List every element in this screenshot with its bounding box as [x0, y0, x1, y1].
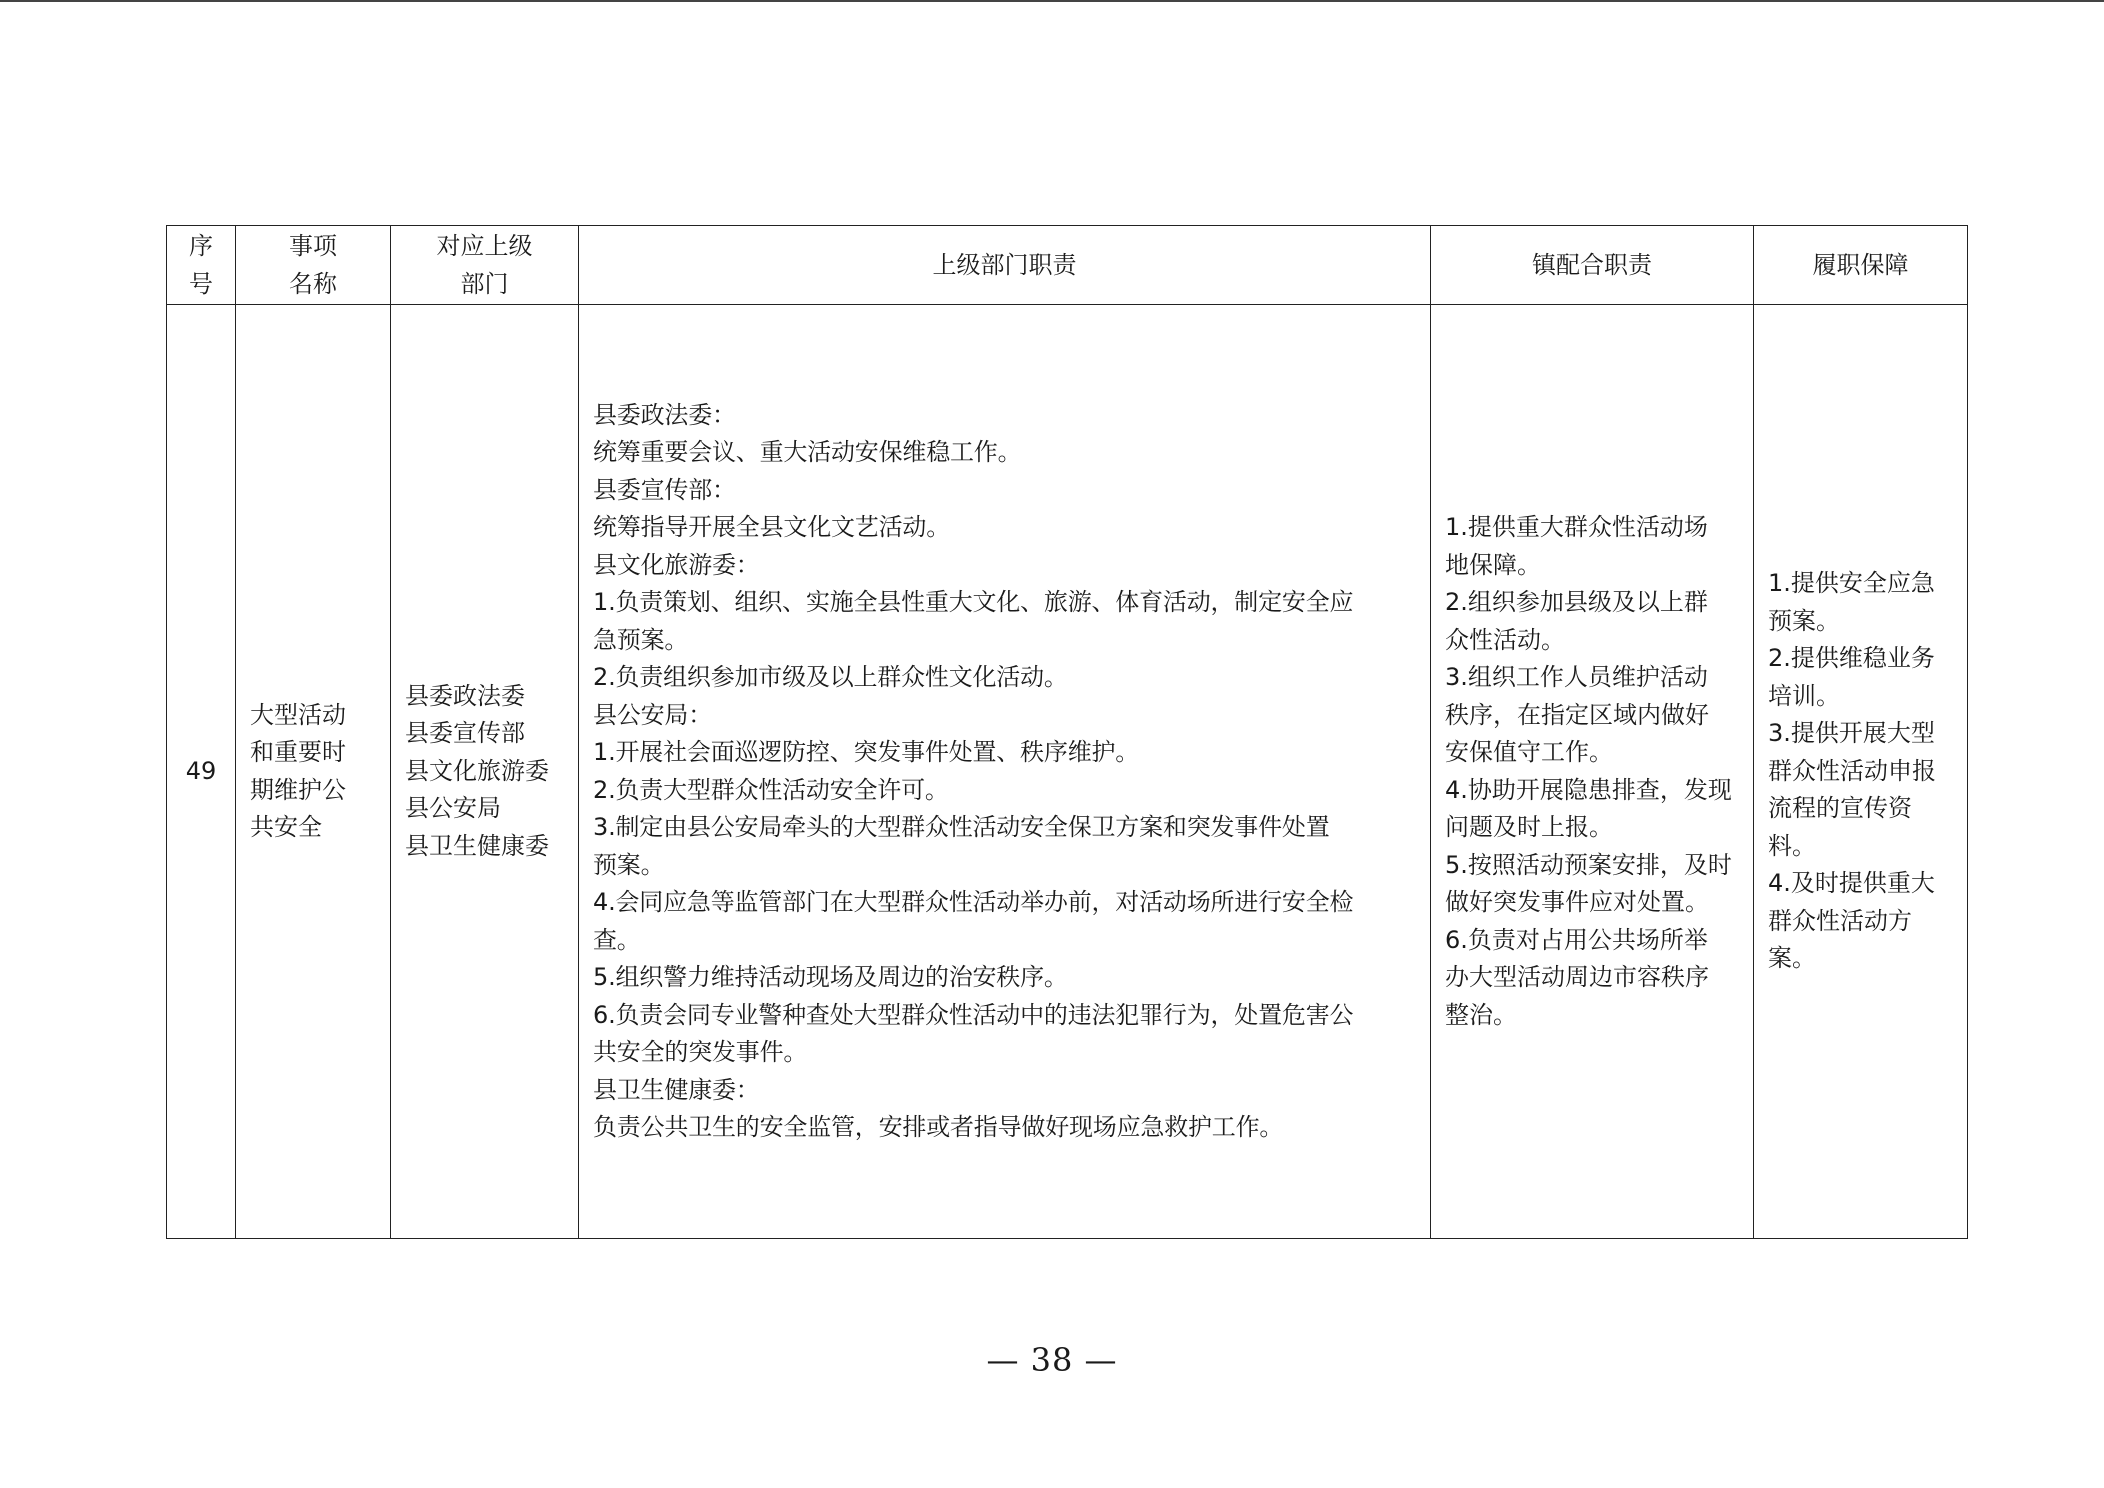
guarantee-line: 4.及时提供重大 [1768, 869, 1935, 898]
superior-duty-line: 县委宣传部： [593, 475, 736, 504]
header-item-name: 事项 名称 [236, 226, 391, 305]
superior-duty-line: 6.负责会同专业警种查处大型群众性活动中的违法犯罪行为，处置危害公 [593, 1000, 1354, 1029]
guarantee-line: 2.提供维稳业务 [1768, 644, 1935, 673]
town-duty-line: 问题及时上报。 [1445, 813, 1613, 841]
row-superior-departments [391, 305, 579, 1239]
superior-duty-line: 负责公共卫生的安全监管，安排或者指导做好现场应急救护工作。 [593, 1113, 1284, 1141]
guarantee-line: 料。 [1768, 831, 1816, 860]
superior-duty-line: 统筹指导开展全县文化文艺活动。 [593, 513, 950, 541]
header-superior-duties: 上级部门职责 [579, 226, 1431, 305]
superior-duty-line: 4.会同应急等监管部门在大型群众性活动举办前，对活动场所进行安全检 [593, 888, 1354, 916]
department-line: 县卫生健康委 [405, 831, 549, 860]
row-seq-number: 49 [167, 305, 236, 1239]
guarantee-line: 流程的宣传资 [1768, 794, 1912, 823]
town-duty-line: 1.提供重大群众性活动场 [1445, 513, 1708, 541]
superior-duty-line: 统筹重要会议、重大活动安保维稳工作。 [593, 438, 1022, 466]
table-header-row [167, 226, 1968, 305]
guarantee-line: 3.提供开展大型 [1768, 719, 1935, 748]
item-name-line: 共安全 [250, 813, 322, 841]
superior-duty-line: 3.制定由县公安局牵头的大型群众性活动安全保卫方案和突发事件处置 [593, 813, 1330, 841]
guarantee-line: 培训。 [1768, 681, 1840, 710]
superior-duty-line: 共安全的突发事件。 [593, 1038, 808, 1066]
guarantee-line: 群众性活动申报 [1768, 756, 1936, 785]
superior-duty-line: 1.负责策划、组织、实施全县性重大文化、旅游、体育活动，制定安全应 [593, 588, 1354, 616]
header-superior-department: 对应上级 部门 [391, 226, 579, 305]
superior-duty-line: 5.组织警力维持活动现场及周边的治安秩序。 [593, 963, 1068, 991]
department-line: 县委政法委 [405, 681, 525, 710]
row-guarantee [1754, 305, 1968, 1239]
town-duty-line: 秩序，在指定区域内做好 [1445, 700, 1709, 729]
superior-duty-line: 查。 [593, 925, 641, 954]
town-duty-line: 众性活动。 [1445, 625, 1565, 654]
town-duty-line: 4.协助开展隐患排查，发现 [1445, 775, 1732, 804]
header-guarantee: 履职保障 [1754, 226, 1968, 305]
top-border-line [0, 0, 2104, 2]
row-item-name [236, 305, 391, 1239]
department-line: 县公安局 [405, 794, 501, 823]
superior-duty-line: 预案。 [593, 850, 665, 879]
superior-duty-line: 县文化旅游委： [593, 550, 760, 579]
item-name-line: 大型活动 [250, 700, 346, 729]
page-number: — 38 — [986, 1341, 1118, 1379]
row-town-duties [1431, 305, 1754, 1239]
town-duty-line: 做好突发事件应对处置。 [1445, 888, 1709, 916]
superior-duty-line: 1.开展社会面巡逻防控、突发事件处置、秩序维护。 [593, 738, 1140, 766]
superior-duty-line: 2.负责组织参加市级及以上群众性文化活动。 [593, 663, 1068, 691]
superior-duty-line: 县委政法委： [593, 400, 736, 429]
duty-table [166, 225, 1968, 1239]
guarantee-line: 1.提供安全应急 [1768, 569, 1935, 598]
town-duty-line: 安保值守工作。 [1445, 738, 1613, 766]
town-duty-line: 办大型活动周边市容秩序 [1445, 963, 1709, 991]
header-town-duties: 镇配合职责 [1431, 226, 1754, 305]
guarantee-line: 群众性活动方 [1768, 906, 1912, 935]
department-line: 县委宣传部 [405, 719, 525, 748]
town-duty-line: 2.组织参加县级及以上群 [1445, 588, 1708, 616]
town-duty-line: 3.组织工作人员维护活动 [1445, 663, 1708, 691]
item-name-line: 期维护公 [250, 775, 346, 804]
guarantee-line: 案。 [1768, 944, 1816, 973]
superior-duty-line: 急预案。 [593, 625, 689, 654]
town-duty-line: 5.按照活动预案安排，及时 [1445, 850, 1732, 879]
guarantee-line: 预案。 [1768, 606, 1840, 635]
department-line: 县文化旅游委 [405, 756, 549, 785]
superior-duty-line: 县公安局： [593, 700, 712, 729]
item-name-line: 和重要时 [250, 738, 346, 766]
town-duty-line: 地保障。 [1445, 550, 1541, 579]
header-seq: 序 号 [167, 226, 236, 305]
table-row [167, 305, 1968, 1239]
superior-duty-line: 2.负责大型群众性活动安全许可。 [593, 775, 949, 804]
superior-duty-line: 县卫生健康委： [593, 1075, 760, 1104]
town-duty-line: 6.负责对占用公共场所举 [1445, 925, 1708, 954]
row-superior-duties [579, 305, 1431, 1239]
town-duty-line: 整治。 [1445, 1000, 1517, 1029]
